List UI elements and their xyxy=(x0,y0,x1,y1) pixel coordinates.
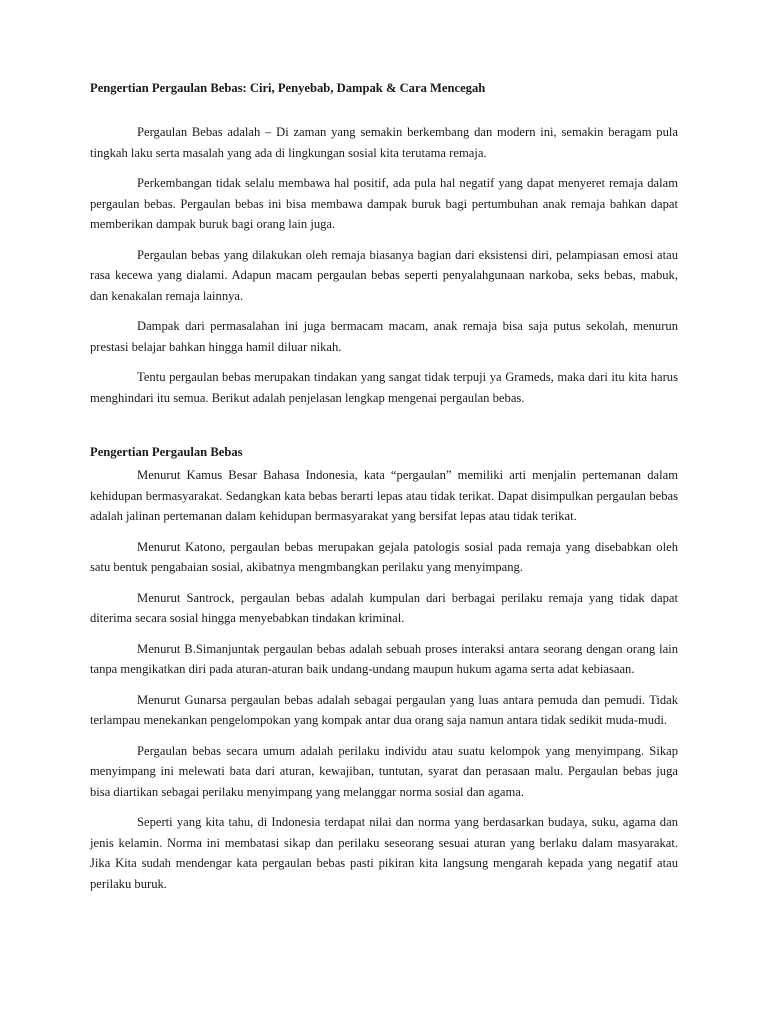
definition-paragraph: Menurut Kamus Besar Bahasa Indonesia, kata “pergaulan” memiliki arti menjalin pertemanan dalam kehidupan bermasyarakat. Sedangkan kata bebas berarti lepas atau tidak terikat. Dapat disimpulkan pergaulan bebas adalah jalinan pertemanan dalam kehidupan bermasyarakat yang bersifat lepas atau tidak terikat. xyxy=(90,468,678,523)
definition-paragraph: Menurut Katono, pergaulan bebas merupakan gejala patologis sosial pada remaja yang disebabkan oleh satu bentuk pengabaian sosial, akibatnya mengmbangkan perilaku yang menyimpang. xyxy=(90,539,678,574)
definition-paragraph: Menurut B.Simanjuntak pergaulan bebas adalah sebuah proses interaksi antara seorang dengan orang lain tanpa mengikatkan diri pada aturan-aturan baik undang-undang maupun hukum agama serta adat kebiasaan. xyxy=(90,641,678,676)
definition-paragraph: Pergaulan bebas secara umum adalah perilaku individu atau suatu kelompok yang menyimpang. Sikap menyimpang ini melewati bata dari aturan, kewajiban, tuntutan, syarat dan perasaan malu. Pergaulan bebas juga bisa diartikan sebagai perilaku menyimpang yang melanggar norma sosial dan agama. xyxy=(90,743,678,799)
intro-paragraph: Dampak dari permasalahan ini juga bermacam macam, anak remaja bisa saja putus sekolah, menurun prestasi belajar bahkan hingga hamil diluar nikah. xyxy=(90,319,678,354)
intro-paragraph: Tentu pergaulan bebas merupakan tindakan yang sangat tidak terpuji ya Grameds, maka dari itu kita harus menghindari itu semua. Berikut adalah penjelasan lengkap mengenai pergaulan bebas. xyxy=(90,370,678,405)
definition-paragraph: Menurut Santrock, pergaulan bebas adalah kumpulan dari berbagai perilaku remaja yang tidak dapat diterima secara sosial hingga menyebabkan tindakan kriminal. xyxy=(90,590,678,625)
intro-paragraph: Perkembangan tidak selalu membawa hal positif, ada pula hal negatif yang dapat menyeret remaja dalam pergaulan bebas. Pergaulan bebas ini bisa membawa dampak buruk bagi pertumbuhan anak remaja bahkan dapat memberikan dampak buruk bagi orang lain juga. xyxy=(90,176,678,231)
definition-paragraph: Menurut Gunarsa pergaulan bebas adalah sebagai pergaulan yang luas antara pemuda dan pemudi. Tidak terlampau menekankan pengelompokan yang kompak antar dua orang saja namun antara tidak sedikit muda-mudi. xyxy=(90,692,678,727)
definition-paragraph: Seperti yang kita tahu, di Indonesia terdapat nilai dan norma yang berdasarkan budaya, suku, agama dan jenis kelamin. Norma ini membatasi sikap dan perilaku seseorang sesuai aturan yang berlaku dalam masyarakat. Jika Kita sudah mendengar kata pergaulan bebas pasti pikiran kita langsung mengarah kepada yang negatif atau perilaku buruk. xyxy=(90,815,678,891)
intro-paragraph: Pergaulan Bebas adalah – Di zaman yang semakin berkembang dan modern ini, semakin beragam pula tingkah laku serta masalah yang ada di lingkungan sosial kita terutama remaja. xyxy=(90,125,678,160)
definition-section xyxy=(90,465,678,894)
intro-section xyxy=(90,122,678,408)
section-heading: Pengertian Pergaulan Bebas xyxy=(90,445,243,459)
intro-paragraph: Pergaulan bebas yang dilakukan oleh remaja biasanya bagian dari eksistensi diri, pelampiasan emosi atau rasa kecewa yang dialami. Adapun macam pergaulan bebas seperti penyalahgunaan narkoba, seks bebas, mabuk, dan kenakalan remaja lainnya. xyxy=(90,247,678,303)
document-title: Pengertian Pergaulan Bebas: Ciri, Penyebab, Dampak & Cara Mencegah xyxy=(90,81,486,95)
